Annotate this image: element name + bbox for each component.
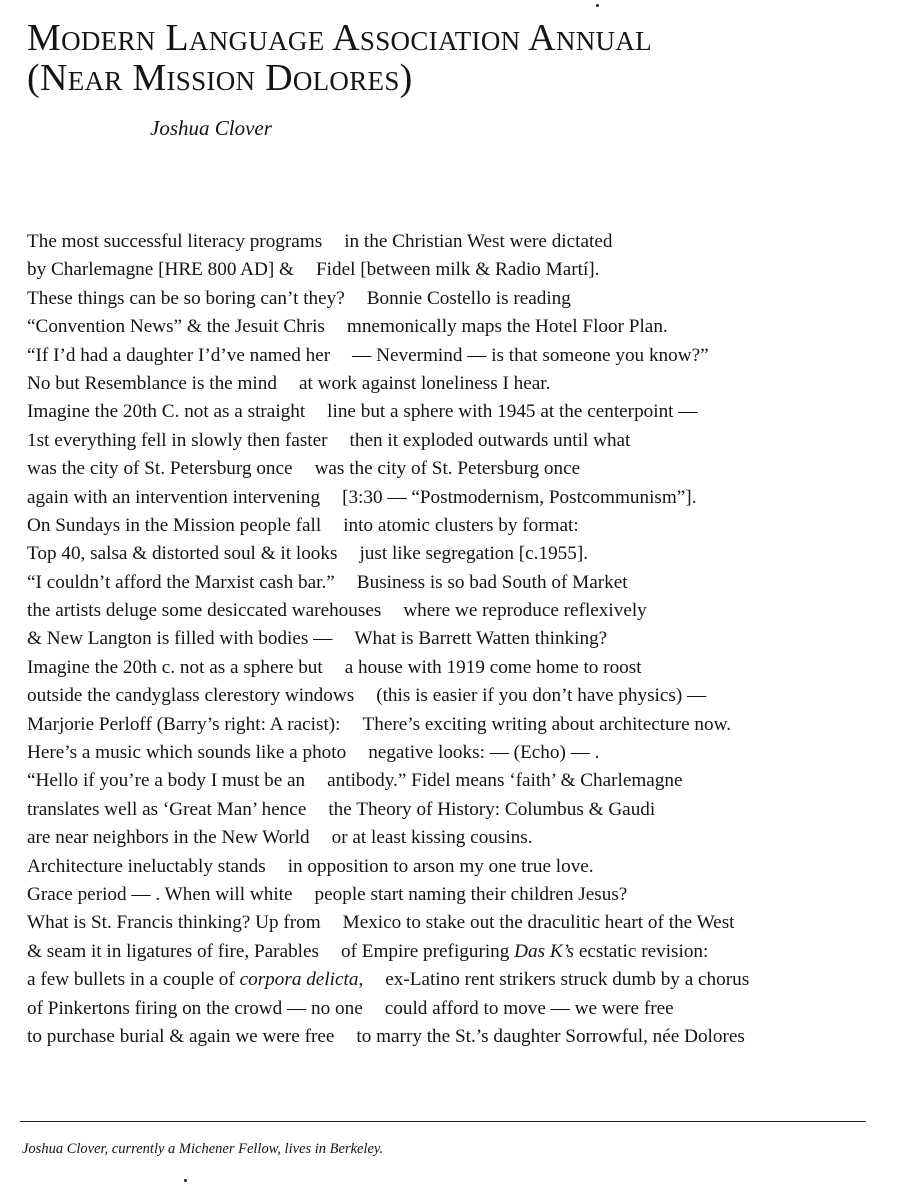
text-segment: line but a sphere with 1945 at the centerpoint — [327,401,698,423]
text-segment: in opposition to arson my one true love. [287,855,594,877]
scan-speck [184,1179,187,1182]
line-first-half [27,799,306,820]
text-segment: [3:30 — “Postmodernism, Postcommunism”]. [342,486,697,508]
line-second-half [385,969,749,990]
footnote-divider [20,1121,866,1122]
text-segment: at work against loneliness I hear. [298,372,551,394]
italic-phrase: Das K’s [514,940,575,962]
poem-line [27,824,887,852]
text-segment: was the city of St. Petersburg once [314,458,581,480]
text-segment: Bonnie Costello is reading [366,287,571,309]
line-first-half [27,856,266,877]
line-second-half [352,345,709,366]
line-second-half [350,430,631,451]
line-second-half [357,572,628,593]
text-segment: by Charlemagne [HRE 800 AD] & [27,259,294,281]
text-segment: 1st everything fell in slowly then faster [27,429,328,451]
text-segment: What is St. Francis thinking? Up from [27,912,321,934]
line-first-half [27,316,325,337]
text-segment: of Pinkertons firing on the crowd — no one [27,997,363,1019]
line-first-half [27,657,323,678]
poem-line [27,853,887,881]
poem-body [27,228,887,1051]
poem-line [27,256,887,284]
text-segment: again with an intervention intervening [27,486,321,508]
text-segment: ex-Latino rent strikers struck dumb by a chorus [385,969,750,991]
line-second-half [299,373,551,394]
italic-phrase: corpora delicta [239,969,359,991]
poem-line [27,682,887,710]
line-first-half [27,742,346,763]
text-segment: or at least kissing cousins. [331,827,533,849]
text-segment: Imagine the 20th c. not as a sphere but [27,656,323,678]
text-segment: where we reproduce reflexively [403,600,647,622]
poem-line [27,427,887,455]
line-first-half [27,628,332,649]
text-segment: & seam it in ligatures of fire, Parables [27,940,319,962]
text-segment: mnemonically maps the Hotel Floor Plan. [346,316,668,338]
text-segment: These things can be so boring can’t they? [27,287,345,309]
poem-line [27,342,887,370]
line-first-half [27,487,320,508]
poem-title [27,18,652,98]
poem-line [27,711,887,739]
text-segment: On Sundays in the Mission people fall [27,514,322,536]
poem-line [27,512,887,540]
line-second-half [354,628,607,649]
text-segment: in the Christian West were dictated [344,231,613,252]
poem-line [27,909,887,937]
line-second-half [344,231,612,252]
text-segment: Mexico to stake out the draculitic heart of the West [342,912,735,934]
text-segment: then it exploded outwards until what [349,429,631,451]
line-second-half [341,941,708,962]
text-segment: negative looks: — (Echo) — . [368,742,600,764]
line-first-half [27,685,354,706]
line-first-half [27,884,293,905]
text-segment: — Nevermind — is that someone you know?” [352,344,709,366]
text-segment: (this is easier if you don’t have physics) — [376,685,707,707]
text-segment: the artists deluge some desiccated warehouses [27,600,382,622]
text-segment: Top 40, salsa & distorted soul & it looks [27,543,338,565]
poem-line [27,625,887,653]
line-second-half [345,657,642,678]
line-first-half [27,572,335,593]
poem-line [27,540,887,568]
text-segment: What is Barrett Watten thinking? [354,628,608,650]
line-first-half [27,941,319,962]
line-first-half [27,458,293,479]
line-second-half [403,600,646,621]
text-segment: “Hello if you’re a body I must be an [27,770,306,792]
text-segment: a few bullets in a couple of [27,969,240,991]
text-segment: Grace period — . When will white [27,883,293,905]
poem-line [27,1023,887,1051]
line-second-half [332,827,533,848]
poem-line [27,313,887,341]
line-second-half [315,458,581,479]
line-second-half [343,912,735,933]
text-segment: into atomic clusters by format: [343,514,579,536]
line-second-half [385,998,674,1019]
text-segment: Imagine the 20th C. not as a straight [27,401,306,423]
poem-line [27,285,887,313]
line-first-half [27,998,363,1019]
text-segment: Architecture ineluctably stands [27,855,266,877]
text-segment: antibody.” Fidel means ‘faith’ & Charlemagne [327,770,683,792]
line-first-half [27,515,321,536]
line-first-half [27,401,305,422]
text-segment: Marjorie Perloff (Barry’s right: A racist): [27,713,341,735]
line-second-half [342,487,696,508]
text-segment: just like segregation [c.1955]. [359,543,589,565]
poem-line [27,966,887,994]
line-first-half [27,288,345,309]
line-first-half [27,600,381,621]
line-second-half [288,856,594,877]
text-segment: & New Langton is filled with bodies — [27,628,333,650]
poem-line [27,654,887,682]
poem-line [27,796,887,824]
text-segment: Business is so bad South of Market [356,571,628,593]
text-segment: to marry the St.’s daughter Sorrowful, née Dolores [356,1025,745,1047]
line-second-half [347,316,668,337]
line-first-half [27,827,310,848]
line-first-half [27,770,305,791]
text-segment: “If I’d had a daughter I’d’ve named her [27,344,331,366]
line-second-half [356,1026,744,1047]
line-first-half [27,969,363,990]
poem-line [27,597,887,625]
line-second-half [316,259,600,280]
text-segment: ecstatic revision: [574,940,709,962]
scan-speck [596,4,599,7]
line-second-half [343,515,579,536]
text-segment: outside the candyglass clerestory windows [27,685,355,707]
line-first-half [27,345,330,366]
line-first-half [27,430,328,451]
line-second-half [327,401,697,422]
line-second-half [376,685,706,706]
text-segment: “I couldn’t afford the Marxist cash bar.” [27,571,335,593]
line-second-half [367,288,571,309]
text-segment: are near neighbors in the New World [27,827,310,849]
line-first-half [27,373,277,394]
line-second-half [327,770,682,791]
line-second-half [359,543,588,564]
text-segment: The most successful literacy programs [27,231,323,252]
text-segment: of Empire prefiguring [341,940,515,962]
poem-line [27,739,887,767]
text-segment: a house with 1919 come home to roost [344,656,642,678]
line-second-half [363,714,732,735]
text-segment: Fidel [between milk & Radio Martí]. [315,259,600,281]
author-name: Joshua Clover [150,116,272,140]
line-first-half [27,1026,334,1047]
line-first-half [27,259,294,280]
line-second-half [315,884,628,905]
poem-line [27,767,887,795]
poem-line [27,938,887,966]
line-first-half [27,543,337,564]
poem-line [27,995,887,1023]
title-line-2: (Near Mission Dolores) [27,57,413,99]
poem-line [27,370,887,398]
poem-line [27,228,887,256]
text-segment: could afford to move — we were free [384,997,674,1019]
text-segment: Here’s a music which sounds like a photo [27,742,347,764]
text-segment: translates well as ‘Great Man’ hence [27,798,307,820]
text-segment: to purchase burial & again we were free [27,1025,335,1047]
text-segment: There’s exciting writing about architecture now. [362,713,732,735]
title-line-1: Modern Language Association Annual [27,17,652,59]
text-segment: “Convention News” & the Jesuit Chris [27,316,325,338]
line-second-half [328,799,655,820]
poem-line [27,569,887,597]
poem-line [27,455,887,483]
text-segment: , [358,969,364,991]
text-segment: was the city of St. Petersburg once [27,458,293,480]
line-first-half [27,231,322,252]
poem-line [27,398,887,426]
contributor-note: Joshua Clover, currently a Michener Fellow, lives in Berkeley. [22,1141,384,1157]
line-second-half [368,742,599,763]
poem-line [27,881,887,909]
text-segment: No but Resemblance is the mind [27,372,277,394]
text-segment: the Theory of History: Columbus & Gaudi [328,798,656,820]
line-first-half [27,912,321,933]
text-segment: people start naming their children Jesus? [314,883,628,905]
line-first-half [27,714,341,735]
poem-line [27,484,887,512]
